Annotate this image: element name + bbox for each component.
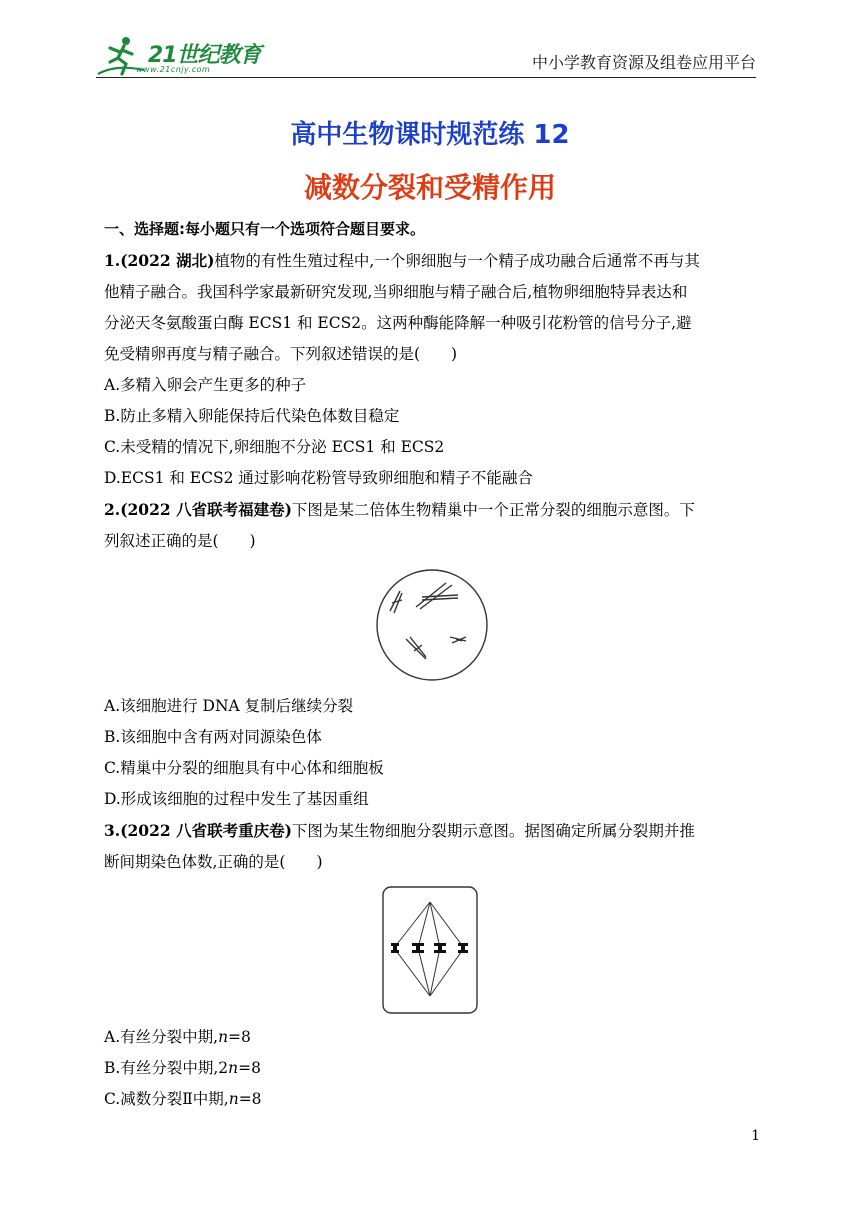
question-text: 下图是某二倍体生物精巢中一个正常分裂的细胞示意图。下 (291, 501, 695, 519)
page-title: 高中生物课时规范练 12 (290, 120, 570, 150)
option-d: D.ECS1 和 ECS2 通过影响花粉管导致卵细胞和精子不能融合 (104, 469, 533, 487)
section-heading: 一、选择题:每小题只有一个选项符合题目要求。 (104, 220, 426, 238)
header-divider (96, 77, 756, 78)
logo-text: 21世纪教育 (148, 43, 261, 68)
platform-name: 中小学教育资源及组卷应用平台 (531, 53, 756, 72)
option-c: C.精巢中分裂的细胞具有中心体和细胞板 (104, 759, 384, 777)
question-2 (104, 494, 764, 815)
cell-membrane (377, 570, 487, 680)
question-text: 下图为某生物细胞分裂期示意图。据图确定所属分裂期并推 (291, 822, 695, 840)
question-3 (104, 815, 764, 1115)
option-b: B.有丝分裂中期,2n=8 (104, 1059, 261, 1077)
question-text: 断间期染色体数,正确的是( ) (104, 853, 323, 871)
page-number: 1 (751, 1128, 760, 1144)
option-a: A.多精入卵会产生更多的种子 (104, 376, 307, 394)
question-source: .(2022 湖北) (114, 251, 215, 270)
option-b: B.防止多精入卵能保持后代染色体数目稳定 (104, 407, 400, 425)
option-b: B.该细胞中含有两对同源染色体 (104, 728, 322, 746)
logo (96, 34, 266, 78)
question-source: .(2022 八省联考重庆卷) (114, 821, 292, 840)
question-text: 他精子融合。我国科学家最新研究发现,当卵细胞与精子融合后,植物卵细胞特异表达和 (104, 283, 688, 301)
page-subtitle: 减数分裂和受精作用 (303, 171, 556, 204)
option-c: C.减数分裂Ⅱ中期,n=8 (104, 1090, 262, 1108)
question-number: 1 (104, 251, 115, 270)
cell-division-diagram (374, 567, 490, 683)
question-1 (104, 245, 764, 494)
question-text: 分泌天冬氨酸蛋白酶 ECS1 和 ECS2。这两种酶能降解一种吸引花粉管的信号分子,避 (104, 314, 692, 332)
question-source: .(2022 八省联考福建卷) (114, 500, 292, 519)
option-d: D.形成该细胞的过程中发生了基因重组 (104, 790, 369, 808)
question-number: 2 (104, 500, 115, 519)
option-c: C.未受精的情况下,卵细胞不分泌 ECS1 和 ECS2 (104, 438, 445, 456)
question-text: 植物的有性生殖过程中,一个卵细胞与一个精子成功融合后通常不再与其 (214, 252, 700, 270)
option-a: A.有丝分裂中期,n=8 (104, 1028, 251, 1046)
question-text: 列叙述正确的是( ) (104, 532, 256, 550)
question-number: 3 (104, 821, 115, 840)
option-a: A.该细胞进行 DNA 复制后继续分裂 (104, 697, 354, 715)
logo-url: www.21cnjy.com (136, 65, 211, 74)
question-text: 免受精卵再度与精子融合。下列叙述错误的是( ) (104, 345, 458, 363)
document-body (104, 214, 764, 1115)
spindle-metaphase-diagram (382, 886, 478, 1014)
page-header (96, 30, 756, 78)
